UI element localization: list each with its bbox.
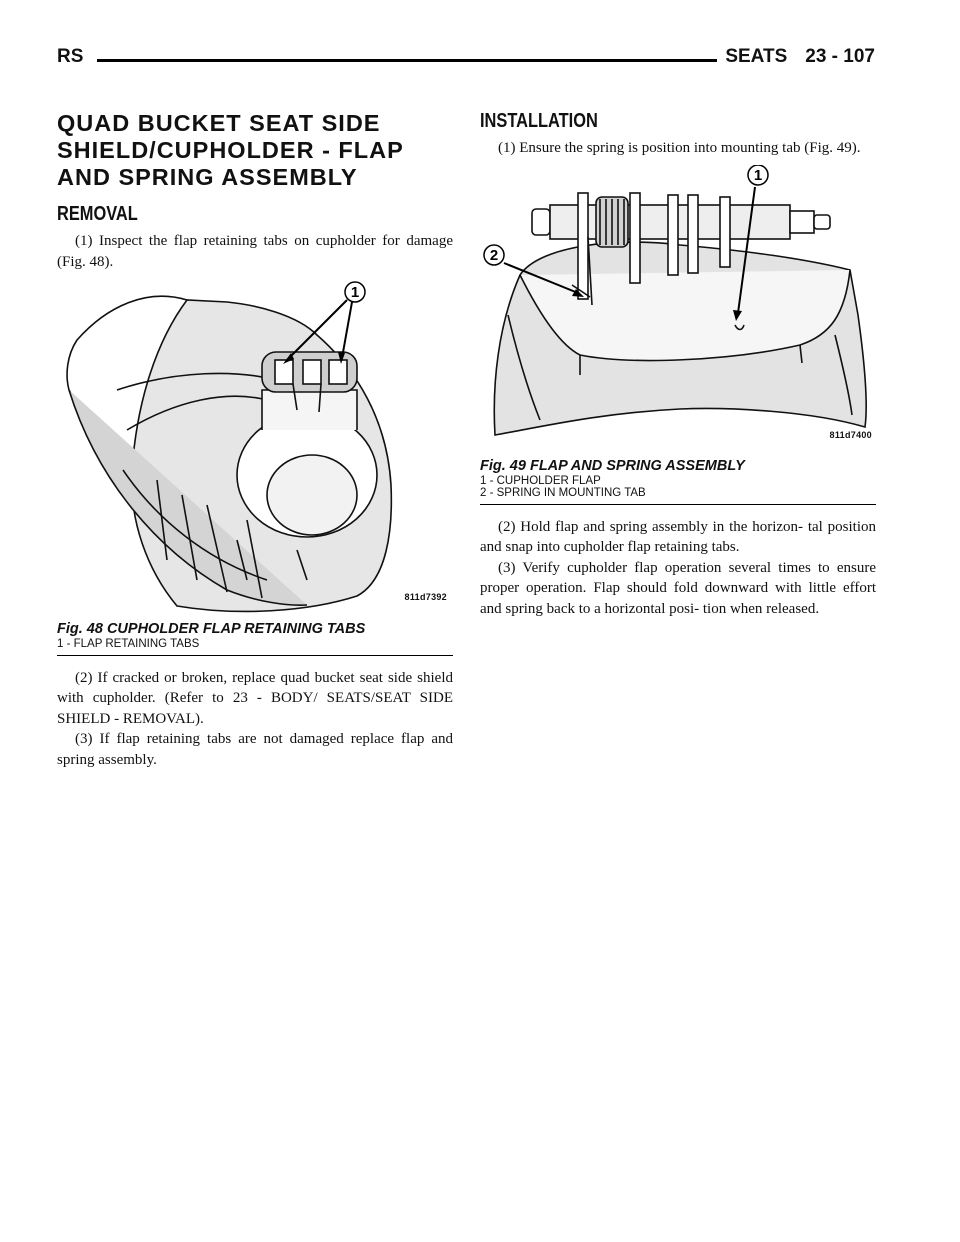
installation-heading: INSTALLATION <box>480 110 598 132</box>
fig49-legend-item-2: 2 - SPRING IN MOUNTING TAB <box>480 487 646 499</box>
fig49-callout-1: 1 <box>753 166 763 184</box>
fig48-legend-item: 1 - FLAP RETAINING TABS <box>57 638 200 650</box>
removal-step-2: (2) If cracked or broken, replace quad bucket seat side shield with cupholder. (Refer to 23 - BODY/ SEATS/SEAT SIDE SHIELD - REMOVAL). <box>57 669 453 727</box>
fig48-code: 811d7392 <box>404 592 447 602</box>
fig48-legend <box>57 638 453 656</box>
removal-heading: REMOVAL <box>57 203 138 225</box>
figure-49 <box>480 165 876 455</box>
page-title: QUAD BUCKET SEAT SIDE SHIELD/CUPHOLDER - FLAP AND SPRING ASSEMBLY <box>57 110 404 190</box>
section-name: SEATS <box>725 46 788 67</box>
removal-step-3: (3) If flap retaining tabs are not damaged replace flap and spring assembly. <box>57 731 453 768</box>
installation-step-3: (3) Verify cupholder flap operation several times to ensure proper operation. Flap should fold downward with little effort and spring back to a horizontal posi- tion when released. <box>480 559 876 617</box>
header-rule <box>97 59 717 62</box>
fig49-legend-item-1: 1 - CUPHOLDER FLAP <box>480 474 601 487</box>
fig48-caption: Fig. 48 CUPHOLDER FLAP RETAINING TABS <box>57 621 366 637</box>
fig49-code: 811d7400 <box>829 429 872 440</box>
figure-48 <box>57 280 453 618</box>
installation-step-2: (2) Hold flap and spring assembly in the horizon- tal position and snap into cupholder flap retaining tabs. <box>480 518 876 555</box>
flap-spring-illustration <box>480 165 876 455</box>
right-column <box>480 110 876 619</box>
header-right <box>725 46 875 68</box>
installation-step-1: (1) Ensure the spring is position into mounting tab (Fig. 49). <box>498 140 861 156</box>
fig49-legend <box>480 475 876 505</box>
fig48-callout-1: 1 <box>350 284 360 301</box>
fig49-callout-2: 2 <box>489 246 499 264</box>
cupholder-illustration <box>57 280 453 618</box>
page-header <box>57 46 875 76</box>
page-number: 23 - 107 <box>805 46 875 67</box>
removal-step-1: (1) Inspect the flap retaining tabs on cupholder for damage (Fig. 48). <box>57 233 453 270</box>
fig49-caption: Fig. 49 FLAP AND SPRING ASSEMBLY <box>480 457 745 474</box>
left-column <box>57 110 453 770</box>
manual-code: RS <box>57 46 84 67</box>
